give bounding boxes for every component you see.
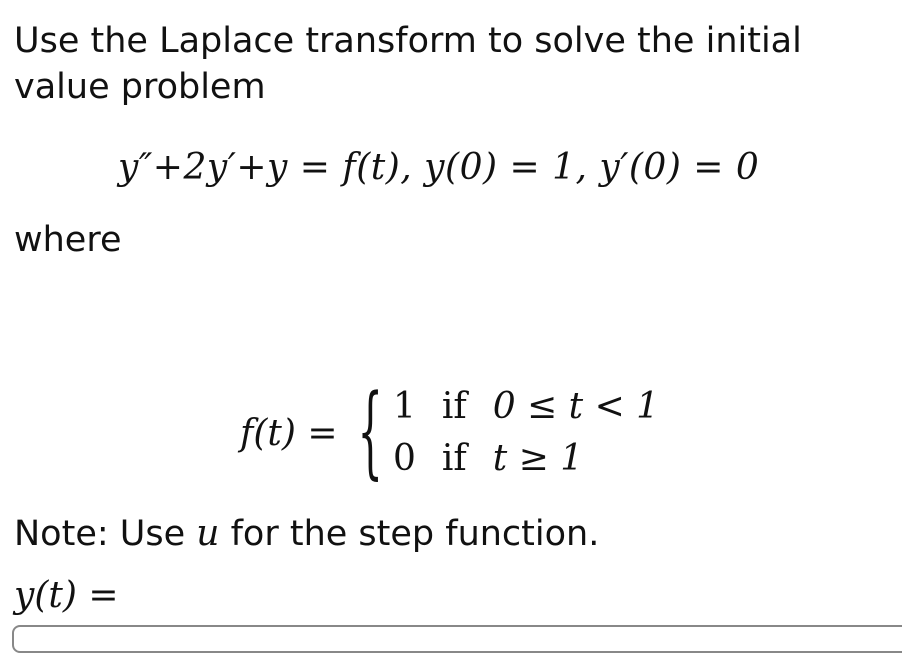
piecewise-definition: [240, 375, 660, 491]
note-suffix: for the step function.: [219, 514, 600, 554]
case-value: 1: [392, 386, 416, 427]
left-brace: {: [357, 375, 383, 491]
answer-label: y(t) =: [14, 575, 119, 616]
case-if: if: [441, 386, 467, 427]
answer-input[interactable]: [12, 625, 902, 653]
where-label: where: [14, 220, 122, 260]
piecewise-lhs: f(t) =: [240, 412, 338, 454]
note-prefix: Note: Use: [14, 514, 197, 554]
case-if: if: [441, 438, 467, 479]
case-condition: 0 ≤ t < 1: [492, 386, 660, 427]
case-value: 0: [392, 438, 416, 479]
differential-equation: y″+2y′+y = f(t), y(0) = 1, y′(0) = 0: [118, 147, 760, 188]
cases-table: [393, 382, 659, 484]
problem-intro: Use the Laplace transform to solve the initial value problem: [14, 21, 802, 107]
step-function-note: [14, 513, 599, 554]
case-condition: t ≥ 1: [492, 438, 584, 479]
note-variable: u: [196, 513, 220, 554]
